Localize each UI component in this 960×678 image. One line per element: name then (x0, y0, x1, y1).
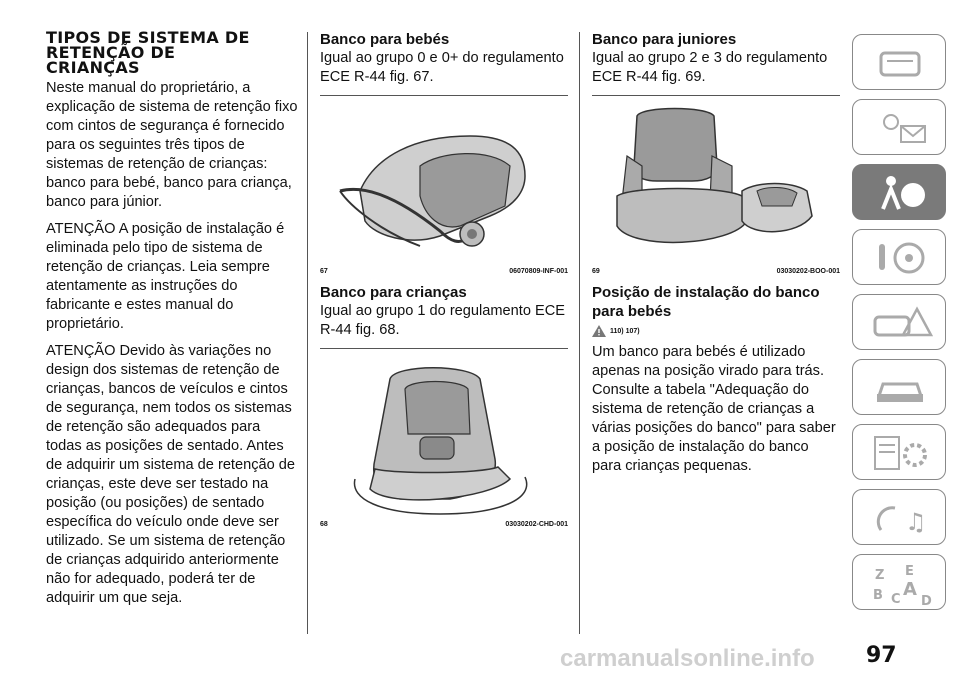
tab-index[interactable] (852, 554, 946, 610)
heading-posicao-instalacao: Posição de instalação do banco para bebés (592, 284, 820, 320)
heading-banco-criancas: Banco para crianças (320, 284, 467, 301)
chapter-tabs (852, 34, 948, 619)
intro-paragraph: Neste manual do proprietário, a explicação de sistema de retenção fixo com cintos de segurança é fornecido para os seguintes três tipos de sistemas de retenção de crianças: banco para bebé, banco para criança, banco para júnior. (46, 80, 298, 210)
figure-67-caption: 67 06070809-INF-001 (320, 268, 568, 275)
multimedia-music-icon (853, 490, 947, 546)
tab-emergency[interactable] (852, 294, 946, 350)
breakdown-triangle-icon (853, 295, 947, 351)
warning-triangle-icon (592, 325, 606, 337)
attention-paragraph-2: ATENÇÃO Devido às variações no design dos sistemas de retenção de crianças, bancos de veículos e cintos de segurança, nem todos os sistemas de retenção são adequados para todas as posições de sentado. Antes de adquirir um sistema de retenção de crianças, este deve ser testado na posição (ou posições) de sentado específica do veículo onde deve ser utilizado. Se um sistema de retenção de crianças adquirido anteriormente não for adequado, poderá ter de adquirir um que seja. (46, 343, 296, 606)
figure-69-junior-seat (592, 96, 840, 266)
svg-text:D: D (921, 594, 932, 609)
svg-text:A: A (903, 579, 917, 600)
tab-dashboard[interactable] (852, 34, 946, 90)
junior-seat-illustration (592, 96, 840, 266)
svg-text:Z: Z (875, 568, 885, 583)
paragraph-banco-criancas: Igual ao grupo 1 do regulamento ECE R-44 fig. 68. (320, 303, 566, 338)
tab-safety[interactable] (852, 164, 946, 220)
figure-68-caption: 68 03030202-CHD-001 (320, 521, 568, 528)
heading-banco-juniores: Banco para juniores (592, 31, 737, 48)
tab-maintenance[interactable] (852, 359, 946, 415)
watermark: carmanualsonline.info (560, 645, 815, 672)
column-1 (46, 30, 298, 616)
figure-67-infant-seat (320, 96, 568, 266)
paragraph-posicao-instalacao: Um banco para bebés é utilizado apenas na posição virado para trás. Consulte a tabela "Adequação do sistema de retenção de crianças a várias posições do banco" para saber a posição de instalação do banco para crianças pequenas. (592, 344, 836, 474)
infant-seat-illustration (320, 96, 568, 266)
svg-text:E: E (905, 564, 914, 579)
child-seat-illustration (320, 349, 568, 519)
car-dashboard-icon (853, 35, 947, 91)
svg-text:C: C (891, 592, 901, 607)
svg-text:B: B (873, 588, 883, 603)
airbag-safety-icon (853, 165, 947, 221)
warning-references: 110) 107) (592, 325, 840, 337)
heading-banco-bebes: Banco para bebés (320, 31, 450, 48)
lights-warning-icon (853, 100, 947, 156)
index-letters-icon (853, 555, 947, 611)
tab-multimedia[interactable] (852, 489, 946, 545)
tab-starting-driving[interactable] (852, 229, 946, 285)
figure-68-child-seat (320, 349, 568, 519)
column-2 (320, 30, 568, 536)
figure-69-caption: 69 03030202-BOO-001 (592, 268, 840, 275)
tab-lights-warnings[interactable] (852, 99, 946, 155)
section-title: TIPOS DE SISTEMA DE RETENÇÃO DE CRIANÇAS (46, 28, 250, 77)
page-number: 97 (866, 643, 897, 668)
column-3 (592, 30, 840, 484)
car-service-icon (853, 360, 947, 416)
specs-gear-icon (853, 425, 947, 481)
tab-technical-data[interactable] (852, 424, 946, 480)
svg-text:♫: ♫ (905, 508, 927, 536)
key-steering-icon (853, 230, 947, 286)
column-divider (579, 32, 580, 634)
paragraph-banco-juniores: Igual ao grupo 2 e 3 do regulamento ECE R-44 fig. 69. (592, 50, 828, 85)
attention-paragraph-1: ATENÇÃO A posição de instalação é eliminada pelo tipo de sistema de retenção de crianças. Leia sempre atentamente as instruções do fabricante e estes manual do proprietário. (46, 221, 285, 332)
column-divider (307, 32, 308, 634)
paragraph-banco-bebes: Igual ao grupo 0 e 0+ do regulamento ECE R-44 fig. 67. (320, 50, 564, 85)
